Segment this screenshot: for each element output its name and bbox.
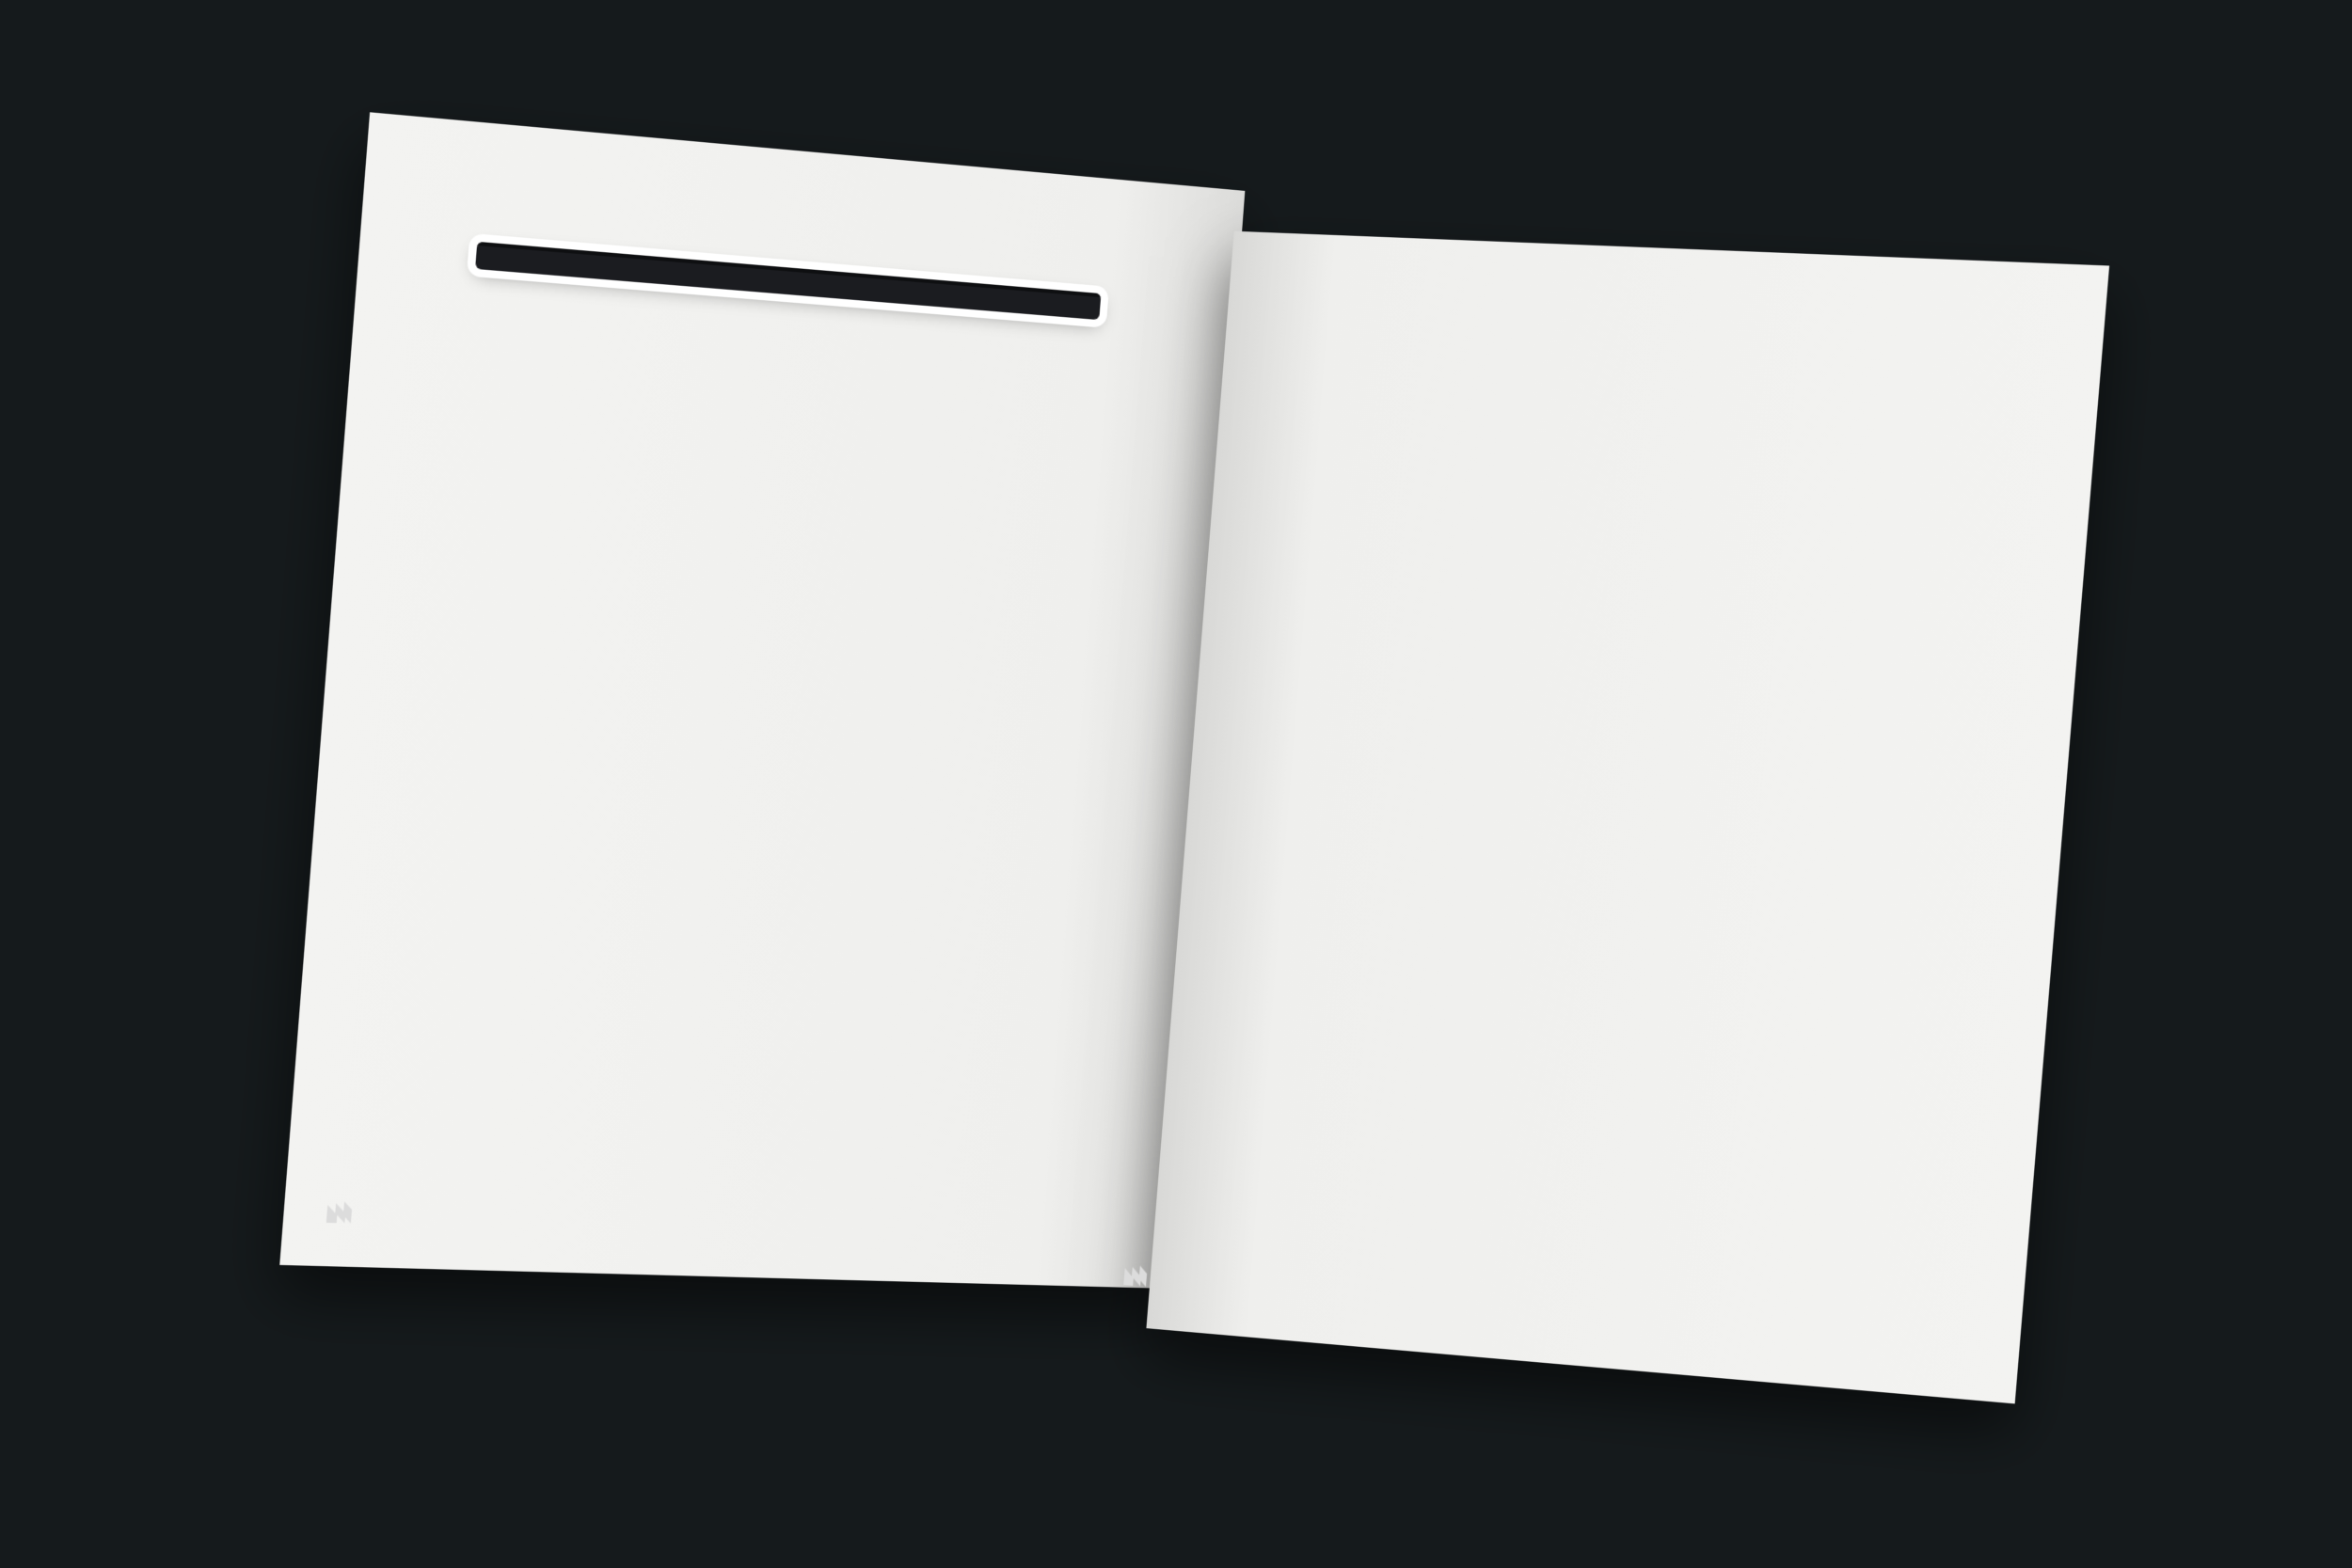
paragraph bbox=[1296, 272, 2045, 303]
left-page bbox=[279, 112, 1245, 1289]
footer-hashtag bbox=[283, 1222, 1167, 1247]
section-title bbox=[469, 192, 471, 216]
footer-hashtag bbox=[1150, 1287, 2018, 1361]
section-number bbox=[1293, 305, 1295, 325]
section-heading-8-2 bbox=[1293, 300, 2043, 361]
section-title bbox=[1302, 302, 1304, 325]
logo-icon bbox=[324, 1199, 364, 1226]
section-number bbox=[459, 194, 461, 215]
logo-icon bbox=[1121, 1262, 1159, 1290]
right-page bbox=[1146, 231, 2109, 1404]
